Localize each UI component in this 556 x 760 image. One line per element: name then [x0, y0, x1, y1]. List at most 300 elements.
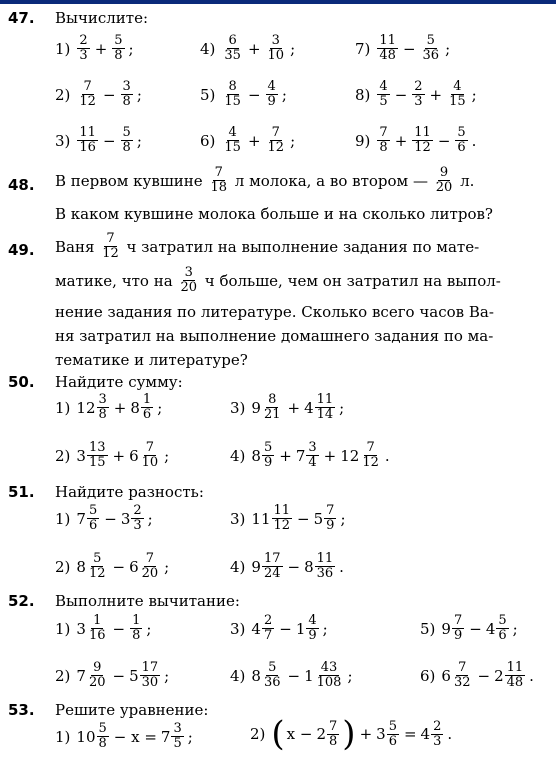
expression-1 — [55, 552, 169, 581]
punctuation: . — [529, 666, 534, 685]
operator: + — [247, 39, 261, 58]
expression-0 — [55, 614, 151, 643]
punctuation: ; — [136, 131, 142, 150]
fraction — [141, 393, 153, 422]
denominator: 7 — [263, 628, 273, 643]
item-label: 1) — [55, 727, 71, 746]
punctuation: ; — [164, 446, 170, 465]
problem-51-title: Найдите разность: — [55, 483, 204, 501]
whole-number: 8 — [304, 557, 314, 576]
operator: − — [112, 666, 126, 685]
item-label: 5) — [420, 619, 436, 638]
punctuation: . — [339, 557, 344, 576]
numerator: 5 — [88, 503, 98, 518]
fraction — [272, 504, 293, 533]
expression-2 — [230, 504, 346, 533]
punctuation: ; — [339, 398, 345, 417]
item-label: 6) — [200, 131, 216, 150]
denominator: 12 — [362, 455, 379, 470]
expression-1 — [55, 80, 142, 109]
denominator: 16 — [79, 140, 96, 155]
denominator: 36 — [263, 675, 281, 690]
fraction — [360, 441, 381, 470]
numerator: 5 — [388, 718, 397, 734]
denominator: 35 — [224, 48, 241, 63]
fraction — [112, 34, 124, 63]
whole-number: 4 — [420, 725, 431, 743]
whole-number: 7 — [160, 727, 171, 746]
denominator: 9 — [326, 518, 335, 533]
whole-number: 5 — [129, 666, 139, 685]
numerator: 3 — [308, 440, 317, 455]
whole-number: 6 — [129, 557, 139, 576]
fraction — [387, 720, 399, 749]
fraction — [97, 393, 109, 422]
denominator: 9 — [267, 94, 276, 109]
denominator: 48 — [506, 675, 524, 690]
expression-3 — [230, 552, 344, 581]
punctuation: ; — [290, 131, 296, 150]
punctuation: . — [384, 446, 390, 465]
numerator: 7 — [326, 503, 335, 518]
denominator: 6 — [457, 140, 466, 155]
whole-number: 12 — [76, 398, 96, 417]
numerator: 3 — [271, 33, 280, 48]
problem-49-line-4: ня затратил на выполнение домашнего задания по ма- — [55, 327, 494, 345]
fraction — [87, 661, 108, 690]
fraction — [262, 552, 283, 581]
item-label: 6) — [420, 666, 436, 685]
fraction — [87, 552, 108, 581]
denominator: 15 — [224, 94, 241, 109]
whole-number: 5 — [313, 509, 324, 528]
fraction — [266, 80, 278, 109]
punctuation: ; — [322, 619, 328, 638]
p49-text-d: ч больше, чем он затратил на выпол- — [204, 271, 501, 290]
item-label: 1) — [55, 398, 71, 417]
denominator: 12 — [88, 566, 106, 581]
operator: − — [469, 619, 482, 638]
denominator: 24 — [263, 566, 281, 581]
expression-1 — [55, 441, 169, 470]
fraction — [306, 614, 318, 643]
numerator: 7 — [366, 440, 375, 455]
fraction — [455, 126, 467, 155]
whole-number: 7 — [295, 446, 306, 465]
denominator: 6 — [88, 518, 98, 533]
whole-number: 2 — [494, 666, 504, 685]
denominator: 8 — [98, 407, 107, 422]
fraction — [315, 661, 344, 690]
denominator: 5 — [173, 736, 182, 751]
fraction — [262, 393, 283, 422]
item-label: 2) — [55, 85, 71, 104]
fraction — [306, 441, 318, 470]
expression-2 — [55, 126, 142, 155]
fraction — [452, 661, 473, 690]
numerator: 17 — [263, 551, 281, 566]
numerator: 11 — [316, 551, 334, 566]
operator: − — [394, 85, 408, 104]
whole-number: 8 — [251, 446, 261, 465]
fraction — [266, 34, 287, 63]
whole-number: 10 — [76, 727, 96, 746]
numerator: 2 — [263, 613, 273, 628]
whole-number: 3 — [120, 509, 131, 528]
problem-50-title: Найдите сумму: — [55, 373, 183, 391]
numerator: 2 — [133, 503, 142, 518]
denominator: 9 — [453, 628, 463, 643]
whole-number: 3 — [376, 725, 386, 743]
fraction — [412, 126, 433, 155]
denominator: 8 — [122, 140, 131, 155]
item-label: 5) — [200, 85, 216, 104]
p49-text-c: матике, что на — [55, 271, 173, 290]
numerator: 11 — [316, 392, 334, 407]
equation-middle: − x = — [113, 727, 157, 746]
operator: − — [247, 85, 261, 104]
denominator: 20 — [88, 675, 106, 690]
fraction — [87, 441, 108, 470]
denominator: 8 — [379, 140, 388, 155]
operator: + — [359, 725, 373, 743]
whole-number: 6 — [129, 446, 139, 465]
problem-52-title: Выполните вычитание: — [55, 592, 240, 610]
fraction — [315, 552, 336, 581]
operator: + — [113, 398, 127, 417]
expression-0 — [55, 504, 153, 533]
numerator: 5 — [122, 125, 131, 140]
numerator: 11 — [79, 125, 96, 140]
item-label: 4) — [230, 557, 246, 576]
item-label: 3) — [55, 131, 71, 150]
numerator: 17 — [141, 660, 159, 675]
denominator: 9 — [263, 455, 273, 470]
numerator: 7 — [458, 660, 467, 675]
operator: − — [112, 619, 126, 638]
fraction — [222, 80, 243, 109]
numerator: 4 — [228, 125, 237, 140]
operator: − — [279, 619, 292, 638]
equals-sign: = — [403, 725, 417, 743]
denominator: 16 — [88, 628, 106, 643]
denominator: 8 — [114, 48, 123, 63]
fraction — [87, 504, 99, 533]
expression-6 — [355, 34, 450, 63]
problem-50-number: 50. — [8, 373, 35, 391]
operator: − — [104, 509, 117, 528]
item-label: 9) — [355, 131, 371, 150]
problem-53-number: 53. — [8, 701, 35, 719]
p48-fraction-1: $\frac{7}{18}$ — [210, 165, 227, 195]
operator: − — [297, 509, 310, 528]
operator: + — [287, 398, 301, 417]
fraction — [377, 126, 389, 155]
denominator: 3 — [433, 733, 442, 749]
operator: + — [94, 39, 108, 58]
p49-fraction-1: $\frac{7}{12}$ — [102, 231, 119, 261]
item-label: 3) — [230, 509, 246, 528]
denominator: 6 — [498, 628, 507, 643]
punctuation: ; — [445, 39, 451, 58]
numerator: 5 — [426, 33, 435, 48]
fraction — [77, 80, 98, 109]
fraction — [324, 504, 336, 533]
denominator: 12 — [267, 140, 285, 155]
operator: − — [477, 666, 491, 685]
numerator: 8 — [228, 79, 237, 94]
variable-x: x − — [286, 725, 313, 743]
punctuation: ; — [187, 727, 193, 746]
denominator: 3 — [79, 48, 88, 63]
fraction — [77, 34, 89, 63]
fraction — [140, 552, 161, 581]
punctuation: ; — [147, 509, 153, 528]
problem-49-line-1 — [55, 232, 479, 261]
numerator: 4 — [453, 79, 462, 94]
expression-0 — [55, 393, 162, 422]
problem-49-line-3: нение задания по литературе. Сколько всего часов Ва- — [55, 303, 494, 321]
fraction — [121, 126, 133, 155]
fraction — [452, 614, 464, 643]
fraction — [262, 614, 274, 643]
whole-number: 7 — [76, 509, 86, 528]
punctuation: ; — [281, 85, 287, 104]
denominator: 8 — [98, 736, 107, 751]
numerator: 7 — [145, 440, 155, 455]
denominator: 8 — [329, 733, 338, 749]
fraction — [222, 34, 243, 63]
fraction — [222, 126, 243, 155]
denominator: 30 — [141, 675, 159, 690]
denominator: 5 — [379, 94, 388, 109]
operator: − — [102, 131, 116, 150]
whole-number: 2 — [316, 725, 327, 743]
operator: − — [102, 85, 116, 104]
expression-7 — [355, 80, 477, 109]
item-label: 1) — [55, 619, 71, 638]
numerator: 5 — [98, 721, 107, 736]
denominator: 9 — [308, 628, 317, 643]
numerator: 11 — [414, 125, 431, 140]
operator: − — [437, 131, 451, 150]
whole-number: 7 — [76, 666, 86, 685]
denominator: 12 — [414, 140, 431, 155]
fraction — [131, 504, 143, 533]
numerator: 8 — [268, 392, 277, 407]
expression-5 — [200, 126, 295, 155]
whole-number: 4 — [251, 619, 261, 638]
fraction — [140, 661, 161, 690]
expression-2 — [230, 393, 344, 422]
fraction — [505, 661, 526, 690]
operator: + — [323, 446, 337, 465]
numerator: 7 — [145, 551, 155, 566]
item-label: 2) — [55, 446, 71, 465]
denominator: 20 — [141, 566, 159, 581]
p48-text-b: л молока, а во втором — — [234, 171, 428, 190]
p49-text-b: ч затратил на выполнение задания по мате- — [126, 237, 480, 256]
numerator: 3 — [122, 79, 131, 94]
whole-number: 8 — [76, 557, 86, 576]
equation-2 — [250, 714, 453, 754]
fraction — [327, 720, 339, 749]
denominator: 36 — [422, 48, 440, 63]
numerator: 43 — [320, 660, 338, 675]
whole-number: 9 — [441, 619, 451, 638]
problem-48-number: 48. — [8, 176, 35, 194]
problem-48-line-1 — [55, 166, 474, 195]
top-bar — [0, 0, 556, 4]
problem-53-title: Решите уравнение: — [55, 701, 209, 719]
numerator: 7 — [329, 718, 338, 734]
problem-47-title: Вычислите: — [55, 9, 149, 27]
denominator: 15 — [88, 455, 106, 470]
denominator: 3 — [414, 94, 423, 109]
operator: − — [287, 557, 301, 576]
fraction — [315, 393, 336, 422]
numerator: 9 — [93, 660, 102, 675]
numerator: 2 — [79, 33, 88, 48]
denominator: 10 — [141, 455, 159, 470]
operator: + — [279, 446, 292, 465]
expression-0 — [55, 34, 134, 63]
punctuation: ; — [347, 666, 353, 685]
fraction — [262, 661, 283, 690]
numerator: 5 — [263, 440, 273, 455]
numerator: 4 — [308, 613, 317, 628]
numerator: 11 — [273, 503, 291, 518]
expression-3 — [230, 661, 353, 690]
problem-47-number: 47. — [8, 9, 35, 27]
item-label: 3) — [230, 619, 246, 638]
item-label: 2) — [55, 666, 71, 685]
expression-4 — [420, 614, 518, 643]
punctuation: ; — [340, 509, 346, 528]
whole-number: 3 — [76, 619, 86, 638]
fraction — [266, 126, 287, 155]
denominator: 14 — [316, 407, 334, 422]
fraction — [262, 441, 274, 470]
punctuation: ; — [471, 85, 477, 104]
whole-number: 3 — [76, 446, 86, 465]
fraction — [431, 720, 443, 749]
numerator: 1 — [93, 613, 102, 628]
numerator: 5 — [93, 551, 102, 566]
numerator: 7 — [271, 125, 280, 140]
whole-number: 12 — [340, 446, 360, 465]
operator: − — [112, 557, 126, 576]
equation-1 — [55, 722, 193, 751]
numerator: 7 — [453, 613, 463, 628]
whole-number: 1 — [304, 666, 314, 685]
whole-number: 11 — [251, 509, 271, 528]
fraction — [421, 34, 442, 63]
operator: + — [394, 131, 408, 150]
item-label: 1) — [55, 39, 71, 58]
whole-number: 1 — [295, 619, 306, 638]
fraction — [377, 34, 398, 63]
item-label: 4) — [230, 446, 246, 465]
fraction — [87, 614, 108, 643]
fraction — [412, 80, 424, 109]
expression-4 — [200, 80, 287, 109]
expression-8 — [355, 126, 476, 155]
whole-number: 9 — [251, 398, 261, 417]
p48-fraction-2: $\frac{9}{20}$ — [435, 165, 453, 195]
punctuation: ; — [290, 39, 296, 58]
denominator: 32 — [453, 675, 471, 690]
expression-3 — [200, 34, 295, 63]
p48-text-a: В первом кувшине — [55, 171, 203, 190]
denominator: 12 — [273, 518, 291, 533]
denominator: 108 — [316, 675, 342, 690]
numerator: 11 — [379, 33, 396, 48]
p49-fraction-2: $\frac{3}{20}$ — [180, 265, 197, 295]
fraction — [447, 80, 468, 109]
punctuation: ; — [512, 619, 518, 638]
item-label: 3) — [230, 398, 246, 417]
denominator: 15 — [224, 140, 241, 155]
operator: + — [429, 85, 443, 104]
numerator: 4 — [379, 79, 388, 94]
fraction — [121, 80, 133, 109]
left-parenthesis: ( — [271, 714, 285, 754]
numerator: 3 — [173, 721, 182, 736]
punctuation: ; — [164, 557, 170, 576]
item-label: 2) — [55, 557, 71, 576]
problem-48-line-2: В каком кувшине молока больше и на сколько литров? — [55, 205, 493, 223]
punctuation: ; — [128, 39, 134, 58]
numerator: 7 — [379, 125, 388, 140]
denominator: 36 — [316, 566, 334, 581]
item-label: 4) — [230, 666, 246, 685]
denominator: 10 — [267, 48, 285, 63]
item-label: 1) — [55, 509, 71, 528]
denominator: 4 — [308, 455, 317, 470]
denominator: 3 — [133, 518, 142, 533]
problem-49-line-2 — [55, 266, 501, 295]
denominator: 48 — [379, 48, 396, 63]
denominator: 15 — [449, 94, 466, 109]
right-parenthesis: ) — [342, 714, 356, 754]
punctuation: . — [471, 131, 477, 150]
expression-2 — [230, 614, 328, 643]
numerator: 5 — [268, 660, 277, 675]
punctuation: . — [447, 725, 453, 743]
numerator: 5 — [114, 33, 123, 48]
numerator: 7 — [83, 79, 92, 94]
whole-number: 8 — [251, 666, 261, 685]
punctuation: ; — [164, 666, 170, 685]
punctuation: ; — [146, 619, 152, 638]
numerator: 2 — [433, 718, 442, 734]
fraction — [97, 722, 109, 751]
whole-number: 6 — [441, 666, 451, 685]
problem-51-number: 51. — [8, 483, 35, 501]
numerator: 2 — [414, 79, 423, 94]
fraction — [171, 722, 183, 751]
denominator: 8 — [122, 94, 131, 109]
expression-5 — [420, 661, 534, 690]
fraction — [130, 614, 142, 643]
operator: + — [112, 446, 126, 465]
expression-1 — [55, 661, 169, 690]
denominator: 8 — [132, 628, 141, 643]
operator: + — [247, 131, 261, 150]
problem-49-line-5: тематике и литературе? — [55, 351, 248, 369]
numerator: 4 — [267, 79, 276, 94]
